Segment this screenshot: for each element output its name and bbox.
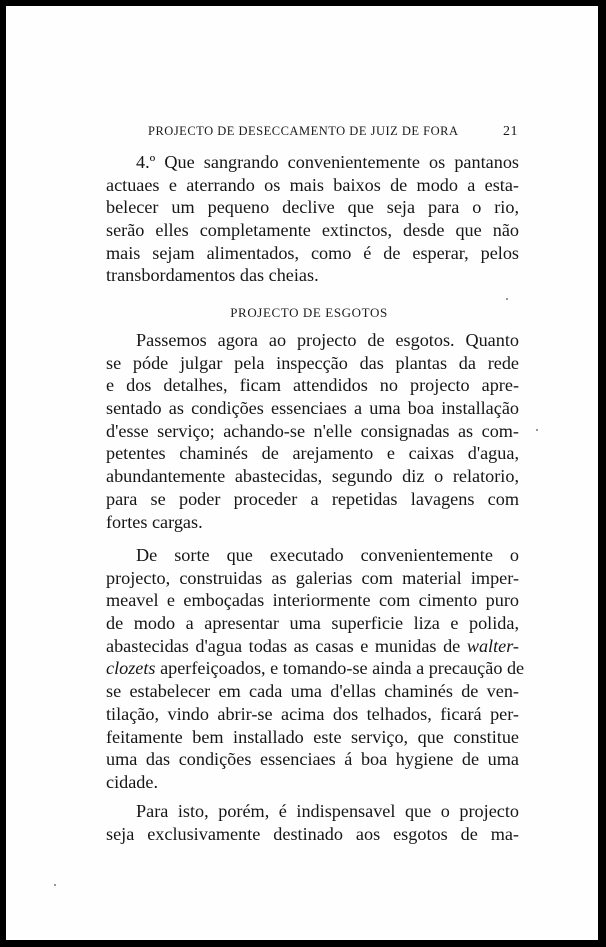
print-speck <box>54 884 56 886</box>
paragraph-sewer-execution <box>106 544 525 794</box>
print-speck <box>506 298 508 300</box>
paragraph-line: se estabelecer em cada uma d'ellas chaminés de ven- <box>106 681 519 702</box>
paragraph-line: se póde julgar pela inspecção das plantas da rede <box>106 352 519 373</box>
paragraph-sewer-project <box>106 329 519 533</box>
print-speck <box>536 429 538 431</box>
paragraph-line: Para isto, porém, é indispensavel que o projecto <box>136 801 519 821</box>
italic-term: clozets <box>106 658 156 679</box>
paragraph-drainage-item-4 <box>106 151 519 287</box>
paragraph-line: actuaes e aterrando os mais baixos de modo a esta- <box>106 174 519 195</box>
paragraph-line <box>106 657 525 680</box>
paragraph-line: tilação, vindo abrir-se acima dos telhados, ficará per- <box>106 703 519 724</box>
paragraph-line: meavel e emboçadas interiormente com cimento puro <box>106 590 519 611</box>
paragraph-line: de modo a apresentar uma superficie liza e polida, <box>106 613 519 634</box>
paragraph-line: transbordamentos das cheias. <box>106 265 319 286</box>
paragraph-line: 4.º Que sangrando convenientemente os pantanos <box>136 152 519 172</box>
paragraph-line: fortes cargas. <box>106 511 203 532</box>
line-text: abastecidas d'agua todas as casas e munidas de <box>106 635 461 656</box>
italic-term: walter- <box>466 635 519 656</box>
paragraph-line: De sorte que executado convenientemente o <box>136 545 519 565</box>
paragraph-line: Passemos agora ao projecto de esgotos. Quanto <box>136 330 519 350</box>
paragraph-line: seja exclusivamente destinado aos esgotos de ma- <box>106 823 519 844</box>
paragraph-line: petentes chaminés de arejamento e caixas d'agua, <box>106 443 519 464</box>
running-title: PROJECTO DE DESECCAMENTO DE JUIZ DE FORA <box>148 124 459 138</box>
paragraph-line <box>106 635 519 658</box>
book-page <box>6 6 598 940</box>
paragraph-exclusive-use <box>106 800 519 845</box>
paragraph-line: sentado as condições essenciaes a uma boa installação <box>106 398 519 419</box>
paragraph-line: projecto, construidas as galerias com material imper- <box>106 567 519 588</box>
paragraph-line: e dos detalhes, ficam attendidos no projecto apre- <box>106 375 519 396</box>
paragraph-line: feitamente bem installado este serviço, que constitue <box>106 726 519 747</box>
paragraph-line: belecer um pequeno declive que seja para o rio, <box>106 197 519 218</box>
paragraph-line: serão elles completamente extinctos, desde que não <box>106 220 519 241</box>
paragraph-line: mais sejam alimentados, como é de esperar, pelos <box>106 242 519 263</box>
paragraph-line: abundantemente abastecidas, segundo diz o relatorio, <box>106 466 519 487</box>
page-number: 21 <box>503 124 518 139</box>
paragraph-line: uma das condições essenciaes á boa hygiene de uma <box>106 749 519 770</box>
section-heading: PROJECTO DE ESGOTOS <box>230 305 388 320</box>
line-text: aperfeiçoados, e tomando-se ainda a precaução de <box>160 658 525 679</box>
paragraph-line: para se poder proceder a repetidas lavagens com <box>106 488 519 509</box>
paragraph-line: d'esse serviço; achando-se n'elle consignadas as com- <box>106 420 519 441</box>
paragraph-line: cidade. <box>106 771 159 792</box>
